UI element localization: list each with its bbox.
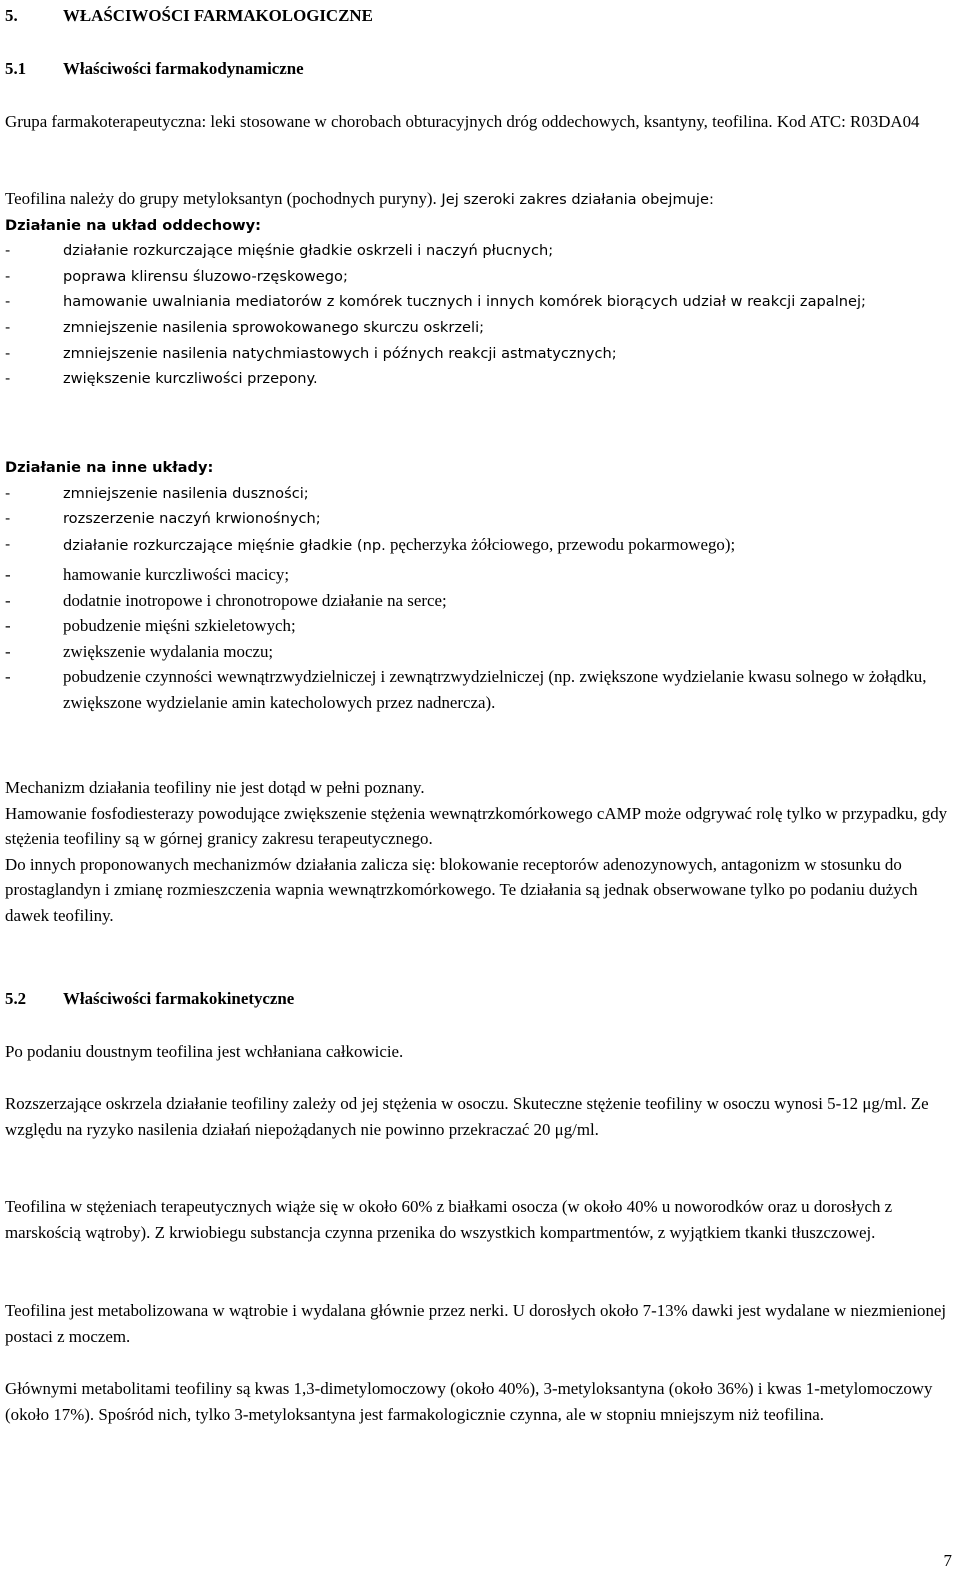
section-5-2-title: Właściwości farmakokinetyczne [63, 989, 295, 1008]
pharmacotherapeutic-group: Grupa farmakoterapeutyczna: leki stosowane w chorobach obturacyjnych dróg oddechowych, ksantyny, teofilina. Kod ATC: R03DA04 [5, 112, 920, 131]
section-5-1-title: Właściwości farmakodynamiczne [63, 59, 304, 78]
list-item: - działanie rozkurczające mięśnie gładkie oskrzeli i naczyń płucnych; [5, 242, 554, 260]
pk-paragraph-4: Teofilina jest metabolizowana w wątrobie i wydalana głównie przez nerki. U dorosłych około 7-13% dawki jest wydalane w niezmienionej postaci z moczem. [5, 1301, 947, 1346]
respiratory-heading: Działanie na układ oddechowy: [5, 216, 262, 234]
section-5-2-heading [5, 986, 294, 1012]
list-item: - zmniejszenie nasilenia sprowokowanego skurczu oskrzeli; [5, 318, 485, 336]
list-item: - zmniejszenie nasilenia natychmiastowych i późnych reakcji astmatycznych; [5, 344, 617, 362]
list-item: - pobudzenie mięśni szkieletowych; [5, 616, 296, 636]
list-item: - zwiększenie wydalania moczu; [5, 641, 274, 661]
list-item: - zmniejszenie nasilenia duszności; [5, 484, 309, 502]
section-5-title: WŁAŚCIWOŚCI FARMAKOLOGICZNE [63, 6, 373, 25]
intro-line [5, 186, 955, 213]
mechanism-paragraph-1: Mechanizm działania teofiliny nie jest dotąd w pełni poznany. [5, 778, 425, 797]
pk-paragraph-5: Głównymi metabolitami teofiliny są kwas 1,3-dimetylomoczowy (około 40%), 3-metyloksantyna (około 36%) i kwas 1-metylomoczowy (około 17%). Spośród nich, tylko 3-metyloksantyna jest farmakologicznie czynna, ale w stopniu mniejszym niż teofilina. [5, 1379, 933, 1424]
list-item: - dodatnie inotropowe i chronotropowe działanie na serce; [5, 590, 447, 610]
section-5-1-number: 5.1 [5, 59, 27, 78]
respiratory-list [5, 238, 955, 392]
list-item: - rozszerzenie naczyń krwionośnych; [5, 510, 321, 528]
mechanism-paragraph-2: Hamowanie fosfodiesterazy powodujące zwiększenie stężenia wewnątrzkomórkowego cAMP może odgrywać rolę tylko w przypadku, gdy stężenia teofiliny są w górnej granicy zakresu terapeutycznego. [5, 803, 948, 849]
list-item: - hamowanie kurczliwości macicy; [5, 565, 290, 584]
mechanism-paragraph-3: Do innych proponowanych mechanizmów działania zalicza się: blokowanie receptorów adenozynowych, antagonizm w stosunku do prostaglandyn i zmianę rozmieszczenia wapnia wewnątrzkomórkowego. Te działania są jednak obserwowane tylko po podaniu dużych dawek teofiliny. [5, 854, 918, 925]
section-5-1-heading [5, 56, 304, 82]
list-item: - działanie rozkurczające mięśnie gładkie (np. pęcherzyka żółciowego, przewodu pokarmowego); [5, 534, 736, 554]
section-5-heading [5, 3, 373, 29]
other-systems-heading: Działanie na inne układy: [5, 459, 214, 476]
list-item: - zwiększenie kurczliwości przepony. [5, 370, 318, 388]
mechanism-block [5, 186, 955, 392]
other-systems-list-2 [5, 562, 955, 716]
intro-sans: Jej szeroki zakres działania obejmuje: [436, 191, 714, 208]
section-5-number: 5. [5, 6, 18, 25]
other-systems-block [5, 455, 955, 558]
mechanism-paragraphs [5, 775, 955, 929]
pk-paragraph-3: Teofilina w stężeniach terapeutycznych wiąże się w około 60% z białkami osocza (w około 40% u noworodków oraz u dorosłych z marskością wątroby). Z krwiobiegu substancja czynna przenika do wszystkich kompartmentów, z wyjątkiem tkanki tłuszczowej. [5, 1197, 893, 1242]
list-item: - hamowanie uwalniania mediatorów z komórek tucznych i innych komórek biorących udział w reakcji zapalnej; [5, 293, 866, 311]
list-item: - poprawa klirensu śluzowo-rzęskowego; [5, 267, 348, 285]
pk-paragraph-1: Po podaniu doustnym teofilina jest wchłaniana całkowicie. [5, 1042, 404, 1061]
list-item: - pobudzenie czynności wewnątrzwydzielniczej i zewnątrzwydzielniczej (np. zwiększone wydzielanie kwasu solnego w żołądku, zwiększone wydzielanie amin katecholowych przez nadnercza). [5, 667, 927, 712]
section-5-2-number: 5.2 [5, 989, 27, 1008]
intro-serif: Teofilina należy do grupy metyloksantyn (pochodnych puryny). [5, 189, 437, 208]
pk-paragraph-2: Rozszerzające oskrzela działanie teofiliny zależy od jej stężenia w osoczu. Skuteczne stężenie teofiliny w osoczu wynosi 5-12 μg/ml. Ze względu na ryzyko nasilenia działań niepożądanych nie powinno przekraczać 20 μg/ml. [5, 1094, 929, 1139]
page-number: 7 [943, 1551, 952, 1570]
